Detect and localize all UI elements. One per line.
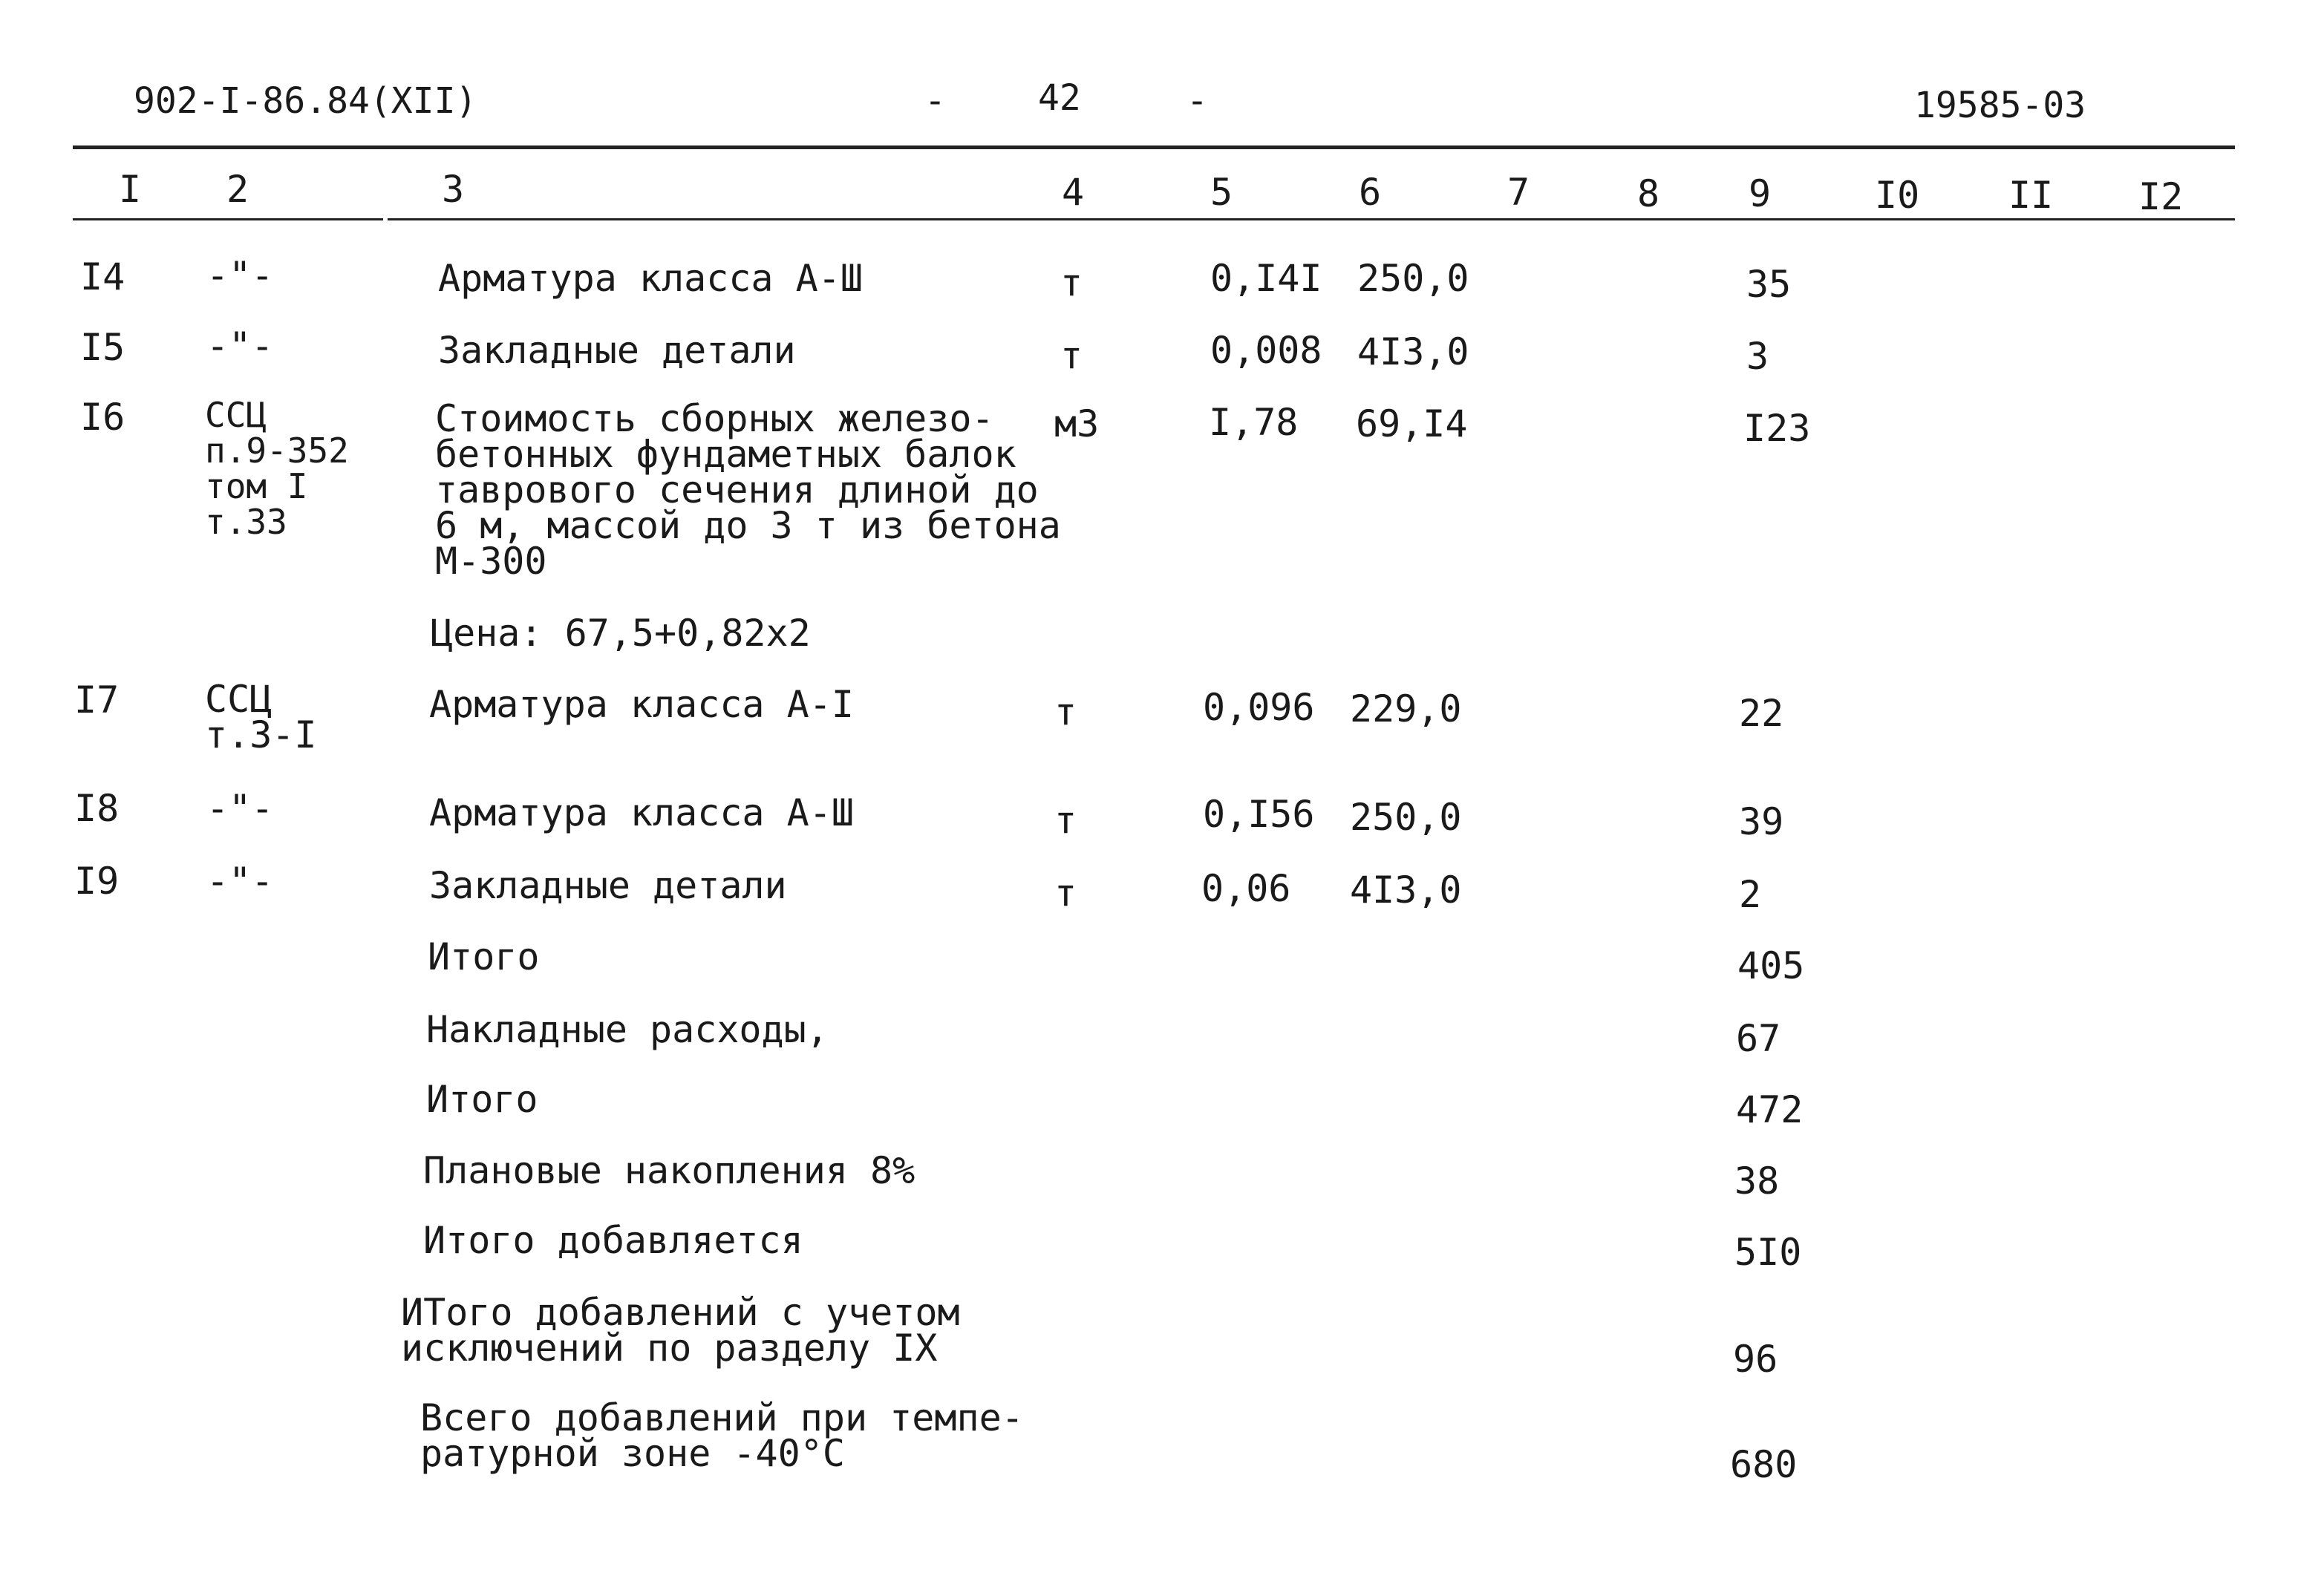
row-unit-price: 250,0: [1357, 257, 1469, 300]
row-reference: ССЦ п.9-352 том I т.33: [205, 395, 349, 542]
summary-total: 472: [1736, 1088, 1804, 1131]
row-name: Арматура класса А-Ш: [438, 257, 863, 300]
row-quantity: 0,I4I: [1210, 257, 1322, 300]
column-header-9: 9: [1749, 172, 1772, 215]
row-reference: -"-: [206, 254, 274, 297]
summary-label: Итого добавляется: [423, 1219, 803, 1262]
row-unit: т: [1054, 799, 1077, 842]
column-header-12: I2: [2138, 175, 2184, 218]
row-unit-price: 4I3,0: [1357, 330, 1469, 373]
summary-total: 680: [1730, 1443, 1798, 1486]
column-header-6: 6: [1359, 171, 1382, 214]
row-unit-price: 69,I4: [1356, 402, 1468, 445]
summary-total: 96: [1733, 1338, 1778, 1381]
row-name: Арматура класса А-I: [429, 683, 854, 726]
column-header-5: 5: [1210, 171, 1233, 214]
header-bottom-rule-right: [388, 218, 2235, 220]
row-unit: т: [1060, 334, 1083, 377]
column-header-3: 3: [442, 168, 465, 211]
row-total: 2: [1739, 873, 1762, 916]
column-header-7: 7: [1507, 171, 1530, 214]
column-header-11: II: [2008, 174, 2054, 217]
summary-total: 5I0: [1734, 1231, 1802, 1274]
row-quantity: 0,I56: [1203, 793, 1315, 836]
row-unit-price: 4I3,0: [1350, 869, 1462, 912]
row-number: I5: [80, 326, 125, 369]
summary-total: 405: [1737, 944, 1805, 987]
row-number: I9: [74, 860, 120, 903]
row-reference: -"-: [206, 324, 274, 367]
row-reference: -"-: [206, 787, 274, 830]
page-dash-left: -: [924, 80, 946, 122]
row-total: I23: [1743, 407, 1811, 450]
row-number: I4: [80, 255, 125, 298]
column-header-1: I: [119, 168, 142, 211]
row-quantity: I,78: [1209, 401, 1299, 444]
row-unit: м3: [1054, 402, 1100, 445]
row-quantity: 0,096: [1203, 686, 1315, 729]
row-unit-price: 229,0: [1350, 687, 1462, 730]
summary-label: Плановые накопления 8%: [423, 1149, 915, 1192]
price-note: Цена: 67,5+0,82х2: [431, 612, 811, 655]
row-name: Закладные детали: [429, 864, 787, 907]
row-unit: т: [1054, 871, 1077, 915]
row-reference: ССЦ т.3-I: [205, 678, 317, 756]
row-number: I8: [74, 787, 120, 830]
row-unit: т: [1054, 690, 1077, 733]
column-header-4: 4: [1062, 171, 1085, 214]
summary-total: 38: [1734, 1160, 1780, 1203]
page-dash-right: -: [1187, 80, 1208, 122]
row-quantity: 0,008: [1210, 329, 1322, 372]
summary-label: Итого: [428, 935, 540, 978]
row-unit: т: [1060, 261, 1083, 304]
row-reference: -"-: [206, 860, 274, 903]
header-top-rule: [73, 145, 2235, 149]
page-number: 42: [1038, 77, 1081, 119]
document-code: 902-I-86.84(XII): [134, 80, 477, 122]
row-name: Закладные детали: [438, 329, 796, 372]
header-bottom-rule-left: [73, 218, 383, 220]
row-name: Арматура класса А-Ш: [429, 791, 854, 834]
row-total: 3: [1746, 335, 1769, 378]
row-total: 35: [1746, 263, 1792, 306]
row-total: 22: [1739, 692, 1784, 735]
archive-number: 19585-03: [1914, 85, 2086, 126]
row-total: 39: [1739, 800, 1784, 843]
row-number: I6: [80, 396, 125, 439]
column-header-8: 8: [1637, 172, 1660, 215]
row-number: I7: [74, 678, 120, 722]
summary-label: Накладные расходы,: [426, 1008, 829, 1051]
row-name: Стоимость сборных железо- бетонных фундаметных балок таврового сечения длиной до 6 м, массой до 3 т из бетона М-300: [435, 397, 1061, 583]
summary-label: Итого: [426, 1078, 538, 1121]
summary-total: 67: [1736, 1017, 1781, 1060]
column-header-2: 2: [226, 168, 249, 211]
column-header-10: I0: [1875, 174, 1920, 217]
summary-label: Всего добавлений при темпе- ратурной зоне -40°С: [420, 1396, 1024, 1475]
summary-label: ИТого добавлений с учетом исключений по разделу IX: [401, 1291, 960, 1370]
row-unit-price: 250,0: [1350, 796, 1462, 839]
row-quantity: 0,06: [1201, 867, 1291, 910]
